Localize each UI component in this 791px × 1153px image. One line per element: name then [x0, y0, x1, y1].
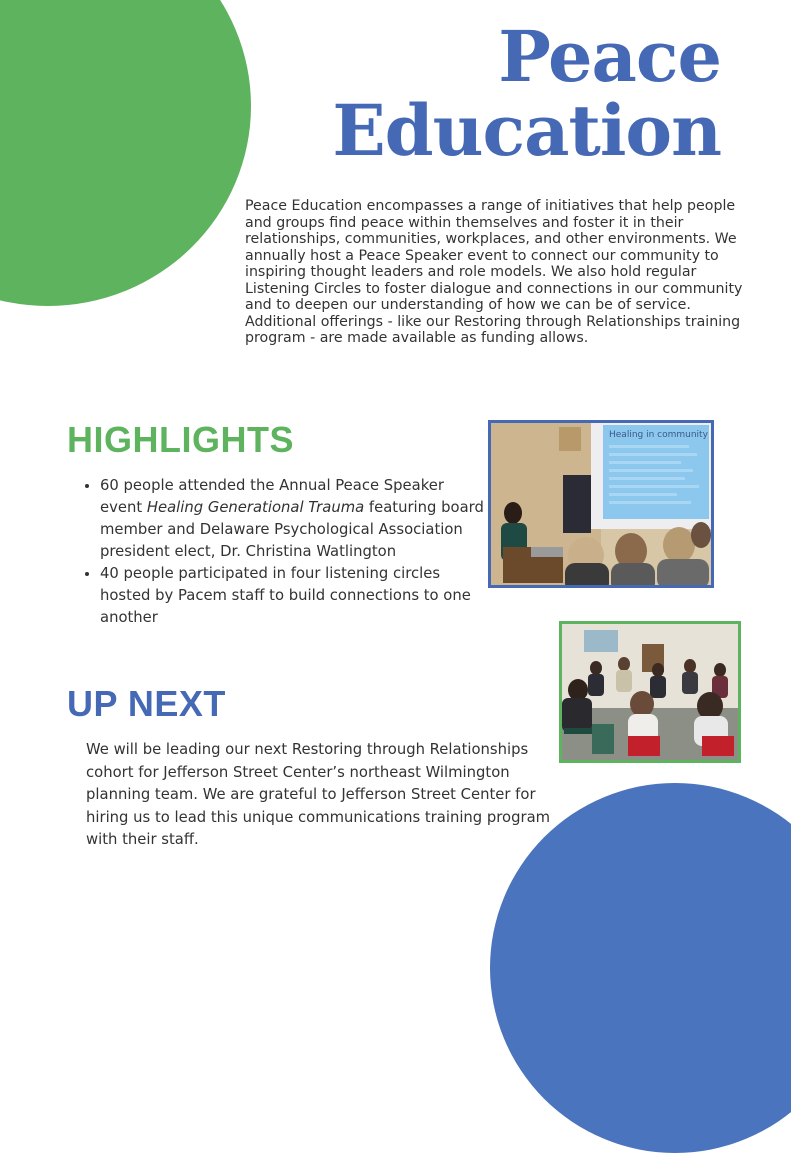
- up-next-heading: UP NEXT: [67, 683, 226, 724]
- speaker-event-photo: [488, 420, 714, 588]
- highlight-item: • 40 people participated in four listening circles hosted by Pacem staff to build connections to one another: [100, 563, 490, 629]
- highlight-item1-text-end: featuring board member and Delaware Psychological Association president elect, Dr. Christina Watlington: [100, 499, 484, 560]
- highlight-item1-text: 60 people attended the Annual Peace Speaker event: [100, 477, 444, 516]
- intro-paragraph: Peace Education encompasses a range of initiatives that help people and groups find peace within themselves and foster it in their relationships, communities, workplaces, and other environments. We annually host a Peace Speaker event to connect our community to inspiring thought leaders and role models. We also hold regular Listening Circles to foster dialogue and connections in our community and to deepen our understanding of how we can be of service. Additional offerings - like our Restoring through Relationships training program - are made available as funding allows.: [245, 198, 743, 346]
- up-next-paragraph: We will be leading our next Restoring through Relationships cohort for Jefferson Street Center’s northeast Wilmington planning team. We are grateful to Jefferson Street Center for hiring us to lead this unique communications training program with their staff.: [86, 741, 551, 848]
- decorative-green-circle: [0, 0, 251, 306]
- page-title: [332, 15, 721, 172]
- speaker-event-illustration: [491, 423, 711, 585]
- highlights-list: [80, 475, 490, 629]
- listening-circle-illustration: [562, 624, 738, 760]
- highlights-heading: HIGHLIGHTS: [67, 419, 294, 460]
- event-title: Healing Generational Trauma: [146, 499, 365, 516]
- highlight-item: [100, 475, 490, 563]
- listening-circle-photo: [559, 621, 741, 763]
- page-title-line2: Education: [332, 89, 721, 172]
- slide-title: Healing in community: [609, 430, 708, 440]
- page-title-line1: Peace: [498, 15, 721, 98]
